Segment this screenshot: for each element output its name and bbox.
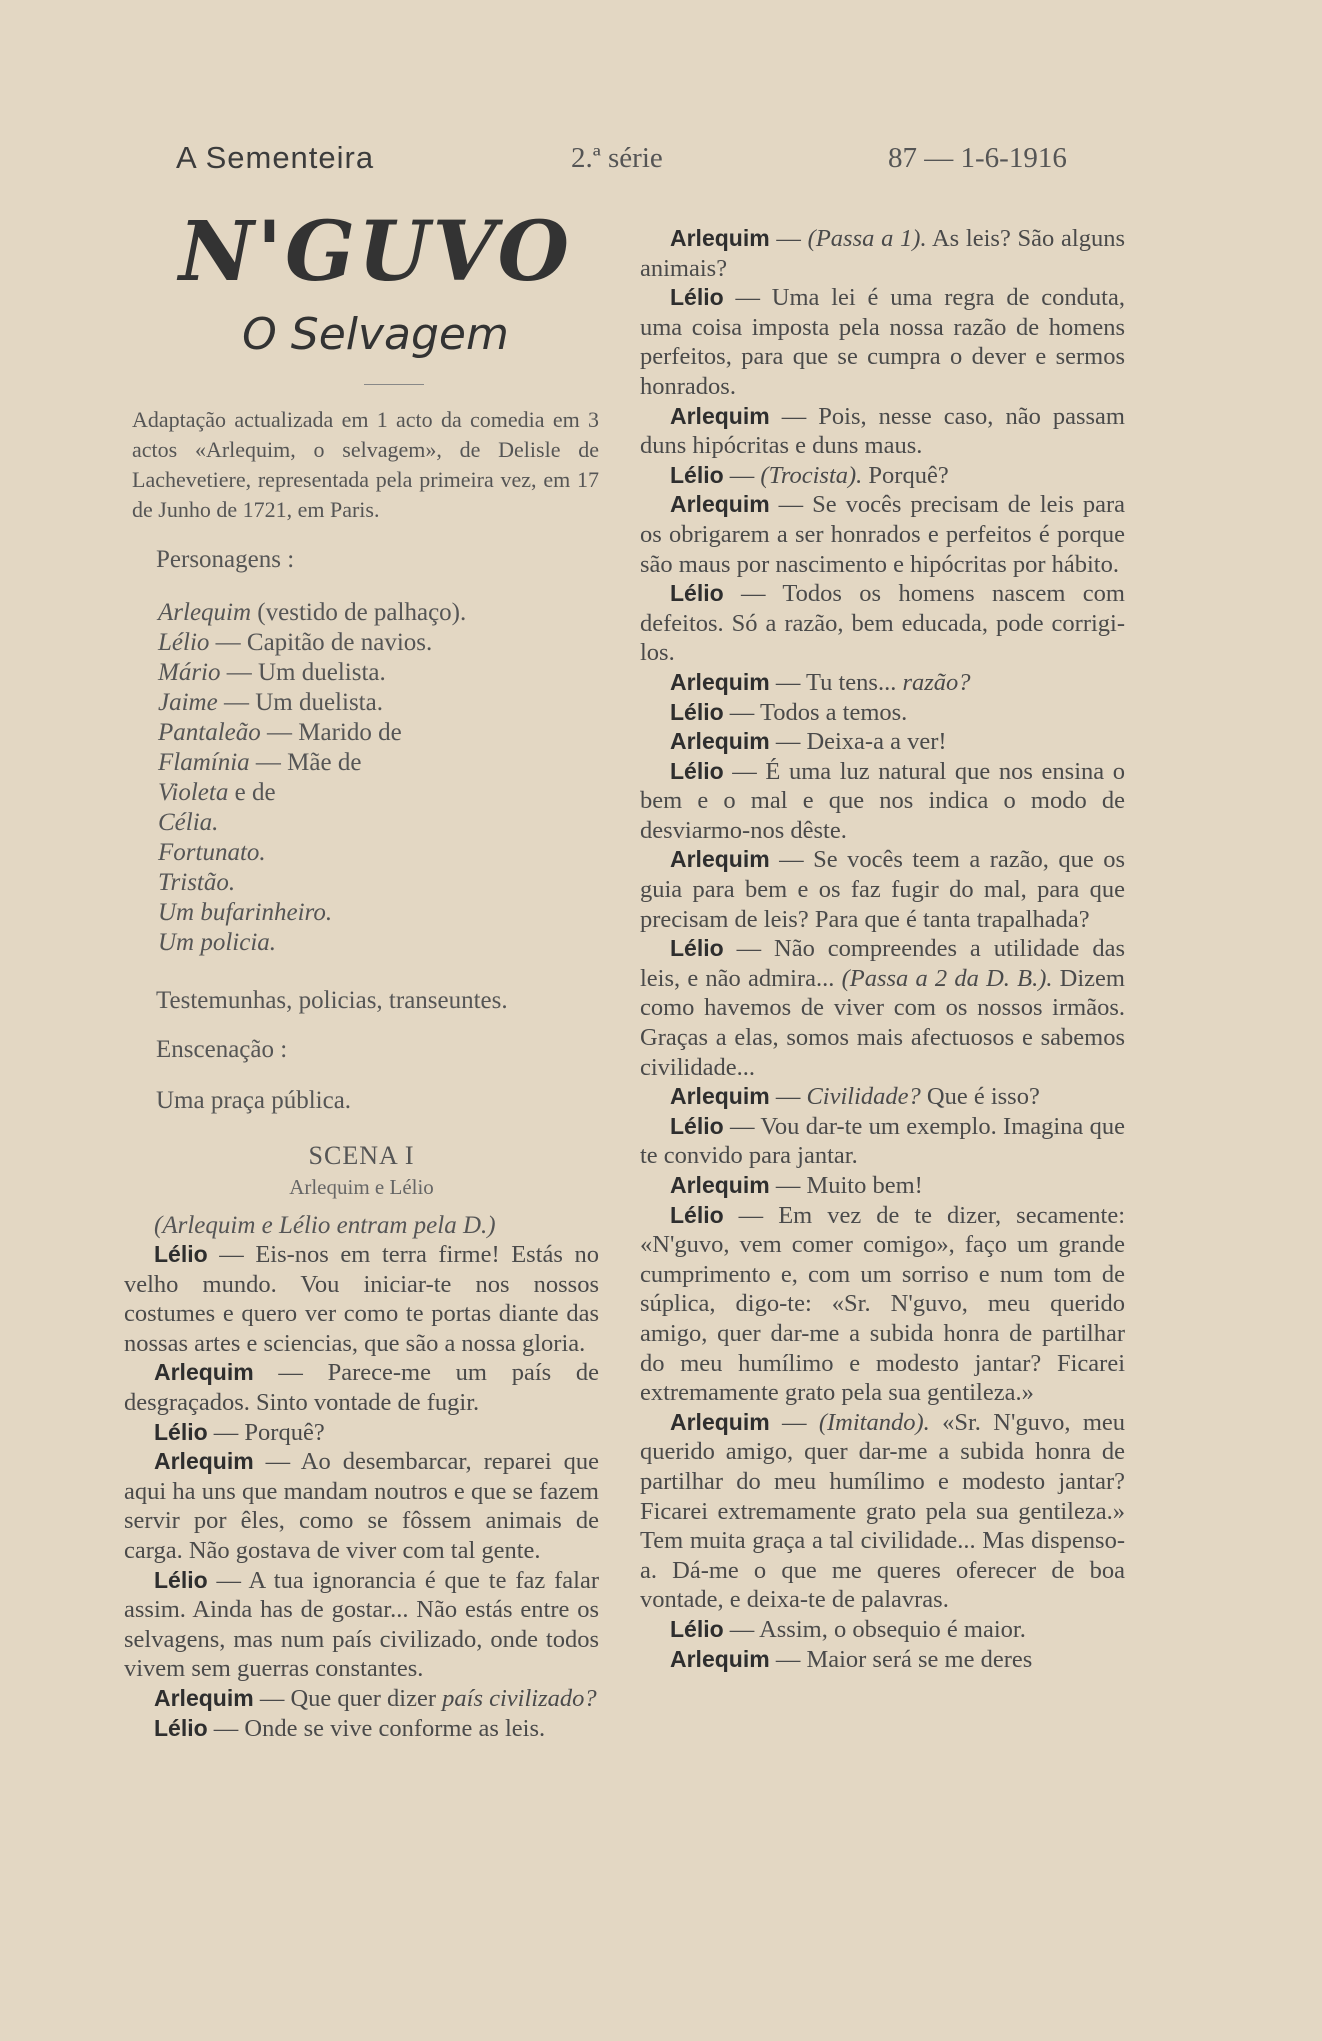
dialogue-line	[640, 1201, 1125, 1408]
dialogue-line	[124, 1240, 599, 1358]
dialogue-line	[124, 1358, 599, 1417]
speaker-name: Lélio	[670, 698, 724, 725]
speaker-name: Arlequim	[670, 728, 770, 755]
dialogue-line	[124, 1684, 599, 1714]
speaker-name: Arlequim	[670, 1645, 770, 1672]
dialogue-line	[640, 757, 1125, 846]
speaker-name: Arlequim	[670, 1083, 770, 1110]
speech-text: — Porquê?	[207, 1418, 325, 1446]
dialogue-line	[640, 283, 1125, 401]
cast-item	[158, 598, 599, 628]
cast-role: Um policia.	[158, 929, 277, 956]
cast-role: Arlequim	[158, 599, 252, 626]
speech-text: — Pois, nesse caso, não passam duns hipócritas e duns maus.	[640, 402, 1125, 460]
cast-item	[158, 628, 599, 658]
speaker-name: Lélio	[670, 757, 724, 784]
dialogue-line	[640, 1645, 1125, 1675]
speech-text: —	[769, 225, 808, 252]
cast-item	[158, 808, 599, 838]
speaker-name: Lélio	[154, 1418, 208, 1445]
cast-item	[158, 688, 599, 718]
speech-text: — Todos os homens nascem com defeitos. Só a razão, bem educada, pode corrigi-los.	[640, 580, 1125, 667]
speech-text: — Não compreendes a utilidade das leis, e não admira...	[640, 935, 1125, 992]
speech-text: — Muito bem!	[769, 1172, 923, 1199]
speech-text: — A tua ignorancia é que te faz falar assim. Ainda has de gostar... Não estás entre os selvagens, mas num país civilizado, onde todos vivem sem guerras constantes.	[124, 1566, 599, 1683]
cast-item	[158, 658, 599, 688]
dialogue-line	[640, 224, 1125, 283]
speech-text: — Que quer dizer	[253, 1684, 443, 1712]
cast-role: Flamínia	[158, 749, 250, 776]
cast-item	[158, 718, 599, 748]
speech-text: — Maior será se me deres	[769, 1645, 1033, 1673]
cast-desc: — Um duelista.	[220, 659, 386, 686]
cast-desc: e de	[228, 779, 276, 806]
speech-italic: (Passa a 2 da D. B.).	[841, 964, 1053, 992]
dialogue-line	[640, 579, 1125, 668]
cast-item	[158, 928, 599, 958]
speaker-name: Arlequim	[670, 1172, 770, 1198]
speech-text: — Ao desembarcar, reparei que aqui ha uns que mandam noutros e que se fazem servir por êles, como se fôssem animais de carga. Não gostava de viver com tal gente.	[124, 1448, 599, 1564]
speaker-name: Arlequim	[154, 1684, 254, 1711]
speaker-name: Arlequim	[670, 402, 770, 429]
speaker-name: Lélio	[154, 1566, 208, 1593]
cast-role: Mário	[158, 659, 221, 686]
cast-role: Jaime	[158, 689, 218, 716]
speaker-name: Lélio	[670, 935, 724, 962]
adaptation-text: Adaptação actualizada em 1 acto da comedia em 3 actos «Arlequim, o selvagem», de Delisle de Lachevetiere, representada pela primeira vez, em 17 de Junho de 1721, em Paris.	[132, 407, 599, 522]
dialogue-left	[124, 1240, 599, 1743]
speech-text: — Vou dar-te um exemplo. Imagina que te convido para jantar.	[640, 1112, 1125, 1170]
speaker-name: Lélio	[670, 580, 724, 607]
speech-text: — Uma lei é uma regra de conduta, uma coisa imposta pela nossa razão de homens perfeitos, para que se cumpra o dever e sermos honrados.	[640, 284, 1125, 400]
speaker-name: Arlequim	[670, 225, 770, 251]
title-divider	[364, 384, 424, 385]
adaptation-note	[124, 405, 599, 525]
dialogue-line	[640, 402, 1125, 461]
speech-text-after: Porquê?	[862, 461, 949, 489]
cast-role: Lélio	[158, 629, 210, 656]
speech-italic: razão?	[902, 668, 971, 696]
speaker-name: Lélio	[670, 1615, 724, 1642]
speech-text: — Tu tens...	[769, 668, 903, 696]
dialogue-line	[640, 1112, 1125, 1171]
encenacao-label: Enscenação :	[156, 1036, 288, 1063]
dialogue-line	[640, 1082, 1125, 1112]
play-subtitle: O Selvagem	[242, 309, 509, 360]
speech-italic: (Passa a 1).	[807, 225, 927, 252]
speech-text: — Parece-me um país de desgraçados. Sinto vontade de fugir.	[124, 1359, 599, 1416]
speech-text: — Eis-nos em terra firme! Estás no velho mundo. Vou iniciar-te nos nossos costumes e quero ver como te portas diante das nossas artes e sciencias, que são a nossa gloria.	[124, 1241, 599, 1357]
speech-text: — Se vocês teem a razão, que os guia para bem e os faz fugir do mal, para que precisam de leis? Para que é tanta trapalhada?	[640, 846, 1125, 933]
speaker-name: Lélio	[670, 1112, 724, 1139]
speaker-name: Lélio	[154, 1714, 208, 1741]
personagens-label: Personagens :	[156, 546, 295, 573]
dialogue-line	[640, 461, 1125, 491]
speaker-name: Lélio	[670, 461, 724, 488]
cast-desc: (vestido de palhaço).	[251, 599, 467, 626]
speaker-name: Arlequim	[670, 668, 770, 695]
speech-text: — Se vocês precisam de leis para os obrigarem a ser honrados e perfeitos é porque são maus por nascimento e hipócritas por hábito.	[640, 491, 1125, 578]
cast-role: Violeta	[158, 779, 229, 806]
dialogue-line	[640, 1615, 1125, 1645]
cast-role: Fortunato.	[158, 839, 266, 866]
cast-role: Pantaleão	[158, 719, 261, 746]
speaker-name: Lélio	[154, 1241, 208, 1267]
speaker-name: Lélio	[670, 284, 724, 311]
cast-desc: — Um duelista.	[217, 689, 383, 716]
play-title: N'GUVO	[178, 204, 573, 300]
speech-italic: (Trocista).	[760, 461, 863, 489]
stage-direction: (Arlequim e Lélio entram pela D.)	[154, 1212, 496, 1239]
speaker-name: Arlequim	[154, 1359, 254, 1386]
cast-role: Célia.	[158, 809, 219, 836]
extras-line: Testemunhas, policias, transeuntes.	[156, 987, 508, 1014]
dialogue-line	[640, 490, 1125, 579]
speaker-name: Lélio	[670, 1201, 724, 1228]
running-header	[176, 140, 1076, 180]
dialogue-line	[640, 727, 1125, 757]
speech-text-after: «Sr. N'guvo, meu querido amigo, quer dar-me a subida honra de partilhar do meu humílimo e modesto jantar? Ficarei extremamente grato pela sua gentileza.» Tem muita graça a tal civilidade... Mas dispenso-a. Dá-me o que me queres oferecer de boa vontade, e deixa-te de palavras.	[640, 1408, 1125, 1614]
scene-characters: Arlequim e Lélio	[289, 1175, 434, 1199]
speech-text-after: Dizem como havemos de viver com os nossos irmãos. Graças a elas, somos mais afectuosos e sabemos civilidade...	[640, 964, 1125, 1081]
speech-text: —	[769, 1083, 807, 1111]
speech-italic: (Imitando).	[818, 1408, 930, 1436]
speech-text-after: Que é isso?	[920, 1083, 1040, 1111]
cast-desc: — Mãe de	[249, 749, 362, 776]
publication-name: A Sementeira	[176, 140, 375, 175]
speech-text-after: As leis? São alguns animais?	[640, 225, 1125, 282]
speech-text: — Assim, o obsequio é maior.	[723, 1615, 1026, 1643]
speaker-name: Arlequim	[670, 491, 770, 518]
cast-item	[158, 838, 599, 868]
cast-item	[158, 778, 599, 808]
speaker-name: Arlequim	[670, 1408, 770, 1435]
cast-item	[158, 868, 599, 898]
encenacao-text: Uma praça pública.	[156, 1087, 352, 1114]
dialogue-line	[640, 668, 1125, 698]
right-column	[640, 224, 1125, 1674]
cast-role: Um bufarinheiro.	[158, 899, 333, 926]
speech-text: — Todos a temos.	[723, 698, 908, 726]
dialogue-line	[124, 1566, 599, 1684]
cast-desc: — Marido de	[260, 719, 402, 746]
scene-title: SCENA I	[308, 1141, 415, 1170]
dialogue-right	[640, 224, 1125, 1674]
speech-text: —	[723, 461, 761, 489]
dialogue-line	[124, 1447, 599, 1565]
speech-text: —	[769, 1408, 819, 1436]
speech-text: — Deixa-a a ver!	[769, 728, 947, 756]
dialogue-line	[640, 698, 1125, 728]
speech-italic: país civilizado?	[442, 1684, 597, 1712]
cast-role: Tristão.	[158, 869, 236, 896]
dialogue-line	[124, 1418, 599, 1448]
dialogue-line	[640, 845, 1125, 934]
dialogue-line	[124, 1714, 599, 1744]
left-column	[124, 200, 599, 1743]
issue-date: 87 — 1-6-1916	[888, 142, 1067, 174]
cast-desc: — Capitão de navios.	[209, 629, 433, 656]
speech-text: — É uma luz natural que nos ensina o bem e o mal e que nos indica o modo de desviarmo-nos dêste.	[640, 757, 1125, 844]
series-label: 2.ª série	[571, 142, 663, 174]
dialogue-line	[640, 1408, 1125, 1615]
cast-item	[158, 898, 599, 928]
cast-item	[158, 748, 599, 778]
cast-list	[158, 598, 599, 958]
speaker-name: Arlequim	[670, 846, 770, 873]
dialogue-line	[640, 1171, 1125, 1201]
dialogue-line	[640, 934, 1125, 1082]
speaker-name: Arlequim	[154, 1448, 254, 1475]
speech-italic: Civilidade?	[806, 1083, 921, 1111]
speech-text: — Em vez de te dizer, secamente: «N'guvo, vem comer comigo», faço um grande cumprimento e, com um sorriso e num tom de súplica, digo-te: «Sr. N'guvo, meu querido amigo, quer dar-me a subida honra de partilhar do meu humílimo e modesto jantar? Ficarei extremamente grato pela sua gentileza.»	[640, 1201, 1125, 1407]
speech-text: — Onde se vive conforme as leis.	[207, 1714, 546, 1742]
